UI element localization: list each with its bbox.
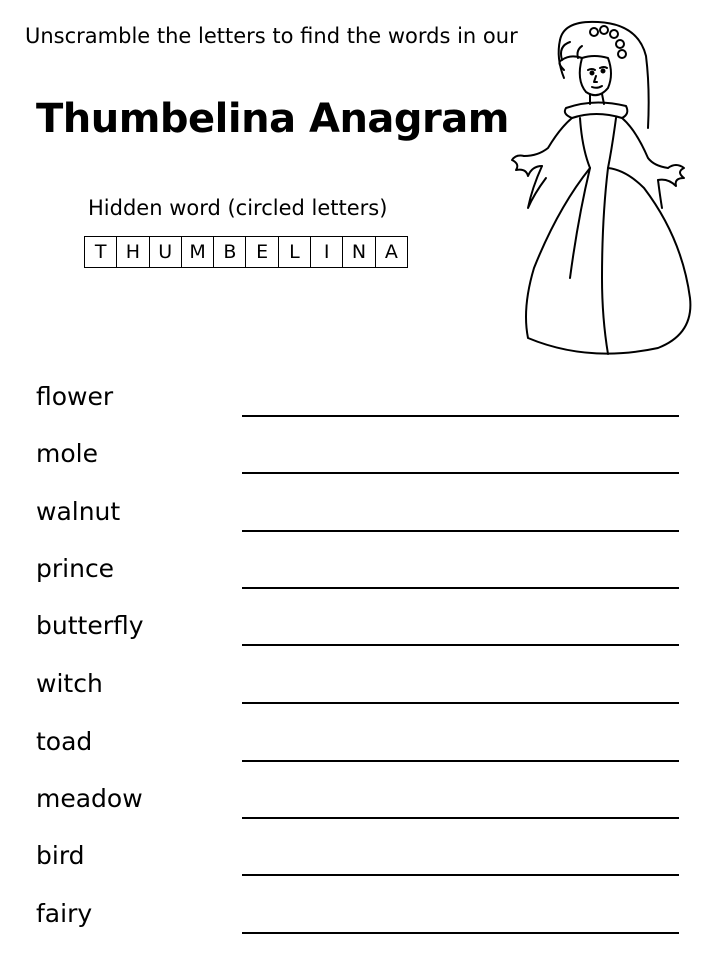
scrambled-word: butterfly bbox=[36, 611, 144, 640]
answer-line[interactable] bbox=[242, 874, 679, 876]
letter-box: T bbox=[85, 236, 117, 268]
worksheet-title: Thumbelina Anagram bbox=[36, 96, 509, 142]
scrambled-word: flower bbox=[36, 382, 114, 411]
scrambled-word: meadow bbox=[36, 784, 143, 813]
word-row bbox=[36, 382, 686, 432]
scrambled-word: mole bbox=[36, 439, 98, 468]
word-row bbox=[36, 611, 686, 661]
letter-box: L bbox=[279, 236, 311, 268]
word-row bbox=[36, 439, 686, 489]
answer-line[interactable] bbox=[242, 817, 679, 819]
letter-box: H bbox=[117, 236, 149, 268]
word-row bbox=[36, 841, 686, 891]
word-row bbox=[36, 554, 686, 604]
scrambled-word: witch bbox=[36, 669, 103, 698]
answer-line[interactable] bbox=[242, 415, 679, 417]
word-row bbox=[36, 727, 686, 777]
answer-line[interactable] bbox=[242, 587, 679, 589]
letter-box: A bbox=[376, 236, 408, 268]
answer-line[interactable] bbox=[242, 760, 679, 762]
letter-box: U bbox=[150, 236, 182, 268]
scrambled-word: toad bbox=[36, 727, 93, 756]
word-row bbox=[36, 899, 686, 949]
hidden-word-label: Hidden word (circled letters) bbox=[88, 196, 388, 220]
instruction-text: Unscramble the letters to find the words in our bbox=[25, 24, 518, 48]
word-row bbox=[36, 669, 686, 719]
scrambled-word: fairy bbox=[36, 899, 93, 928]
answer-line[interactable] bbox=[242, 472, 679, 474]
letter-box: I bbox=[311, 236, 343, 268]
letter-box: M bbox=[182, 236, 214, 268]
word-row bbox=[36, 497, 686, 547]
answer-line[interactable] bbox=[242, 932, 679, 934]
answer-line[interactable] bbox=[242, 530, 679, 532]
scrambled-word: walnut bbox=[36, 497, 121, 526]
word-row bbox=[36, 784, 686, 834]
answer-line[interactable] bbox=[242, 702, 679, 704]
letter-box: E bbox=[246, 236, 278, 268]
scrambled-word: prince bbox=[36, 554, 115, 583]
letter-box: N bbox=[343, 236, 375, 268]
answer-line[interactable] bbox=[242, 644, 679, 646]
scrambled-word: bird bbox=[36, 841, 85, 870]
letter-box: B bbox=[214, 236, 246, 268]
